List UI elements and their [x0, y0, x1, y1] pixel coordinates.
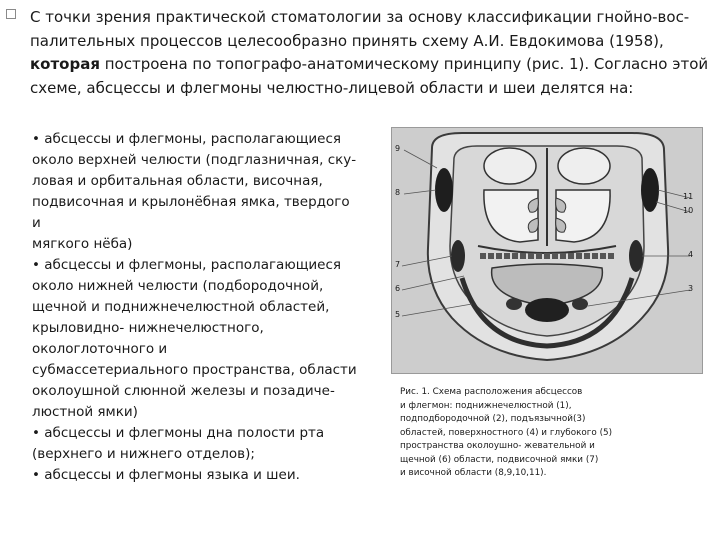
- slide-bullet-marker: [6, 9, 16, 19]
- caption-line: Рис. 1. Схема расположения абсцессов: [400, 387, 583, 397]
- list-line: околоушной слюнной железы и позадиче-: [32, 383, 335, 399]
- list-line: • абсцессы и флегмоны дна полости рта: [32, 425, 325, 441]
- list-line: • абсцессы и флегмоны, располагающиеся: [32, 131, 342, 147]
- figure-label: 11: [683, 192, 694, 201]
- figure-label: 3: [688, 284, 694, 293]
- list-line: окологлоточного и: [32, 341, 168, 357]
- list-line: мягкого нёба): [32, 236, 133, 252]
- head-cross-section-illustration: [392, 128, 702, 373]
- figure-label: 4: [688, 250, 694, 259]
- figure-label: 5: [395, 310, 401, 319]
- list-line: около верхней челюсти (подглазничная, ску-: [32, 152, 357, 168]
- list-line: и: [32, 215, 41, 231]
- list-line: щечной и поднижнечелюстной областей,: [32, 299, 330, 315]
- caption-line: и височной области (8,9,10,11).: [400, 468, 547, 478]
- classification-list: [32, 129, 382, 486]
- list-line: (верхнего и нижнего отделов);: [32, 446, 255, 462]
- list-line: подвисочная и крылонёбная ямка, твердого: [32, 194, 350, 210]
- caption-line: пространства околоушно- жевательной и: [400, 441, 595, 451]
- figure-label: 6: [395, 284, 401, 293]
- caption-line: областей, поверхностного (4) и глубокого (5): [400, 427, 613, 438]
- figure-label: 7: [395, 260, 401, 269]
- figure-label: 8: [395, 188, 401, 197]
- caption-line: щечной (6) области, подвисочной ямки (7): [400, 454, 599, 465]
- list-line: • абсцессы и флегмоны, располагающиеся: [32, 257, 342, 273]
- caption-line: и флегмон: поднижнечелюстной (1),: [400, 400, 572, 411]
- figure-caption: [400, 386, 650, 481]
- caption-line: подподбородочной (2), подъязычной(3): [400, 414, 586, 424]
- list-line: люстной ямки): [32, 404, 138, 420]
- list-line: ловая и орбитальная области, височная,: [32, 173, 323, 189]
- intro-paragraph: [30, 6, 710, 100]
- list-line: крыловидно- нижнечелюстного,: [32, 320, 264, 336]
- list-line: около нижней челюсти (подбородочной,: [32, 278, 324, 294]
- intro-text-suffix: построена по топографо-анатомическому принципу (рис. 1). Согласно этой схеме, абсцессы и флегмоны челюстно-лицевой области и шеи делятся на:: [30, 55, 709, 97]
- anatomy-figure: [391, 127, 703, 374]
- list-line: • абсцессы и флегмоны языка и шеи.: [32, 467, 300, 483]
- figure-label: 10: [683, 206, 694, 215]
- figure-label: 9: [395, 144, 401, 153]
- intro-text-bold: которая: [30, 55, 100, 73]
- list-line: субмассетериального пространства, области: [32, 362, 357, 378]
- intro-text-prefix: С точки зрения практической стоматологии за основу классификации гнойно-вос-палительных процессов целесообразно принять схему А.И. Евдокимова (1958),: [30, 8, 690, 50]
